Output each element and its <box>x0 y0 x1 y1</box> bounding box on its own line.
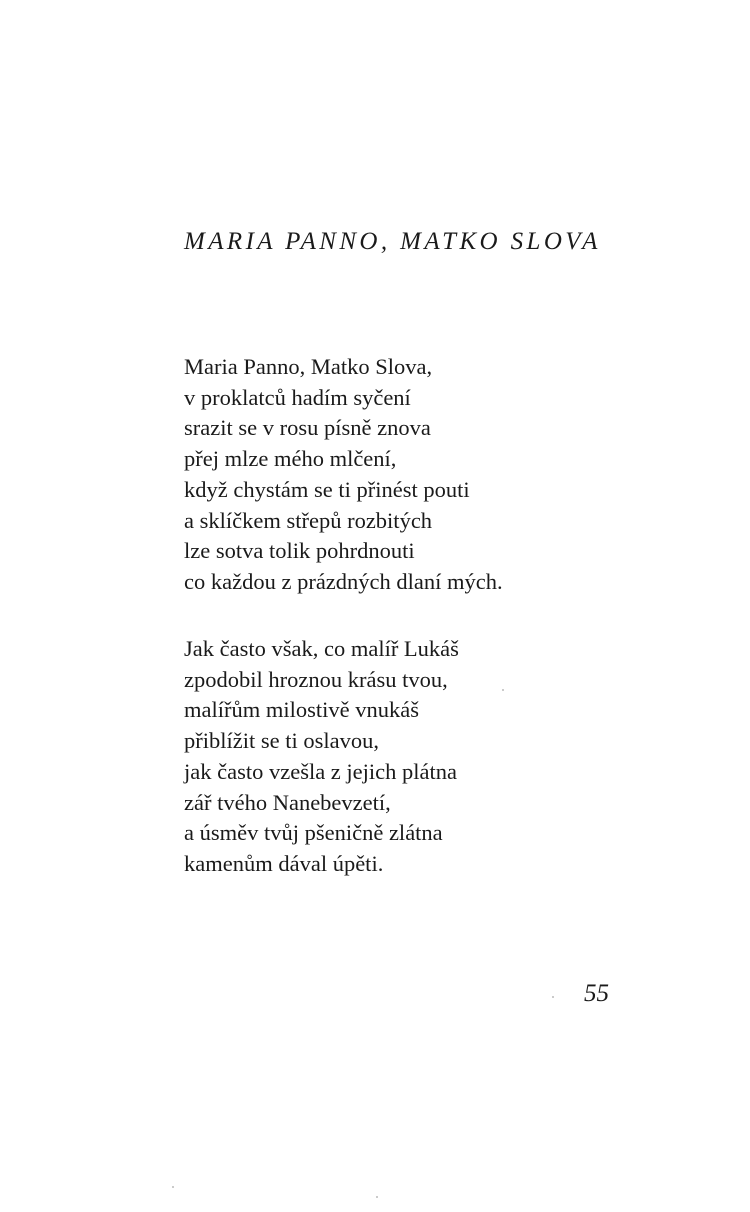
poem-line: a úsměv tvůj pšeničně zlátna <box>184 820 443 846</box>
poem-line: co každou z prázdných dlaní mých. <box>184 568 503 594</box>
poem-line: Jak často však, co malíř Lukáš <box>184 636 459 661</box>
stanza-2 <box>184 634 459 880</box>
scan-speck <box>552 996 554 998</box>
scan-speck <box>376 1196 378 1198</box>
poem-line: kamenům dával úpěti. <box>184 850 384 876</box>
poem-line: zpodobil hroznou krásu tvou, <box>184 666 448 692</box>
poem-line: malířům milostivě vnukáš <box>184 697 419 723</box>
poem-line: lze sotva tolik pohrdnouti <box>184 538 415 564</box>
poem-line: Maria Panno, Matko Slova, <box>184 354 433 379</box>
poem-title: MARIA PANNO, MATKO SLOVA <box>184 228 601 255</box>
poem-line: když chystám se ti přinést pouti <box>184 476 470 502</box>
poem-line: přiblížit se ti oslavou, <box>184 728 379 754</box>
scan-speck <box>172 1186 174 1188</box>
poem-line: a sklíčkem střepů rozbitých <box>184 507 433 533</box>
poem-line: zář tvého Nanebevzetí, <box>184 789 391 815</box>
poem-line: v proklatců hadím syčení <box>184 384 411 410</box>
stanza-1 <box>184 352 503 598</box>
poem-line: jak často vzešla z jejich plátna <box>184 758 457 784</box>
poem-line: srazit se v rosu písně znova <box>184 415 431 441</box>
scan-speck <box>502 689 504 691</box>
page-number: 55 <box>584 980 609 1007</box>
poem-line: přej mlze mého mlčení, <box>184 446 397 472</box>
